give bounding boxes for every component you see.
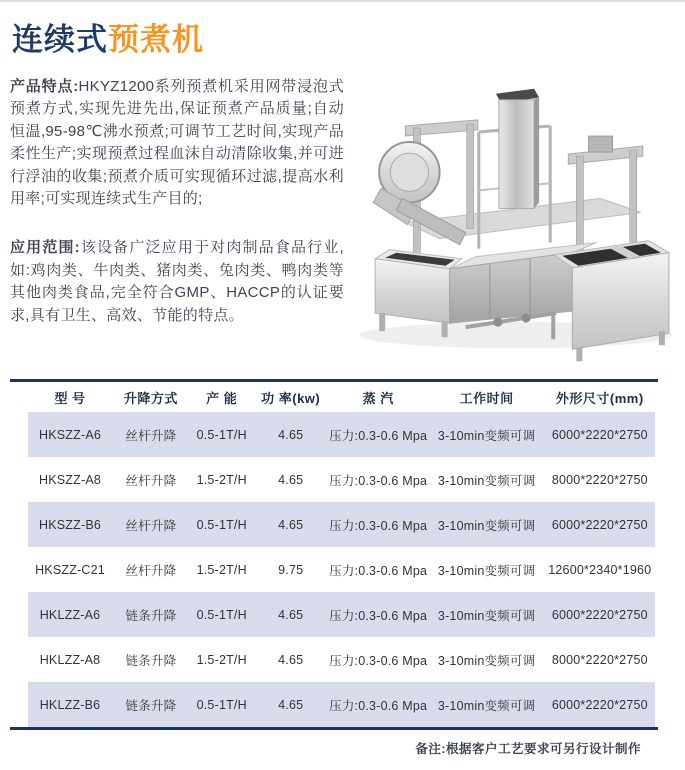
cell-model: HKLZZ-A6 [39,607,101,622]
page-title [12,22,204,58]
cell-steam: 压力:0.3-0.6 Mpa [329,698,428,713]
features-label: 产品特点: [10,78,79,95]
cell-work-time: 3-10min变频可调 [437,473,536,488]
col-header-model: 型 号 [28,382,112,412]
cell-dimensions: 8000*2220*2750 [551,472,648,487]
cell-lift-type: 链条升降 [125,608,177,623]
table-row [28,457,655,502]
cell-work-time: 3-10min变频可调 [437,563,536,578]
machine-image [347,68,679,368]
cell-steam: 压力:0.3-0.6 Mpa [329,473,428,488]
cell-power: 9.75 [278,562,304,577]
cell-dimensions: 6000*2220*2750 [551,607,648,622]
cell-dimensions: 6000*2220*2750 [551,697,648,712]
table-row [28,637,655,682]
cell-dimensions: 6000*2220*2750 [551,427,648,442]
col-header-dimensions: 外形尺寸(mm) [545,382,655,412]
col-header-capacity: 产 能 [190,382,254,412]
cell-lift-type: 丝杆升降 [125,518,177,533]
cell-lift-type: 丝杆升降 [125,473,177,488]
spec-table-section [0,379,685,730]
cell-capacity: 1.5-2T/H [196,472,247,487]
cell-power: 4.65 [278,427,304,442]
cell-capacity: 1.5-2T/H [196,652,247,667]
cell-work-time: 3-10min变频可调 [437,428,536,443]
table-row [28,547,655,592]
application-text: 该设备广泛应用于对肉制品食品行业,如:鸡肉类、牛肉类、猪肉类、兔肉类、鸭肉类等其他肉类食品,完全符合GMP、HACCP的认证要求,具有卫生、高效、节能的特点。 [10,239,344,324]
cell-model: HKSZZ-A8 [38,472,102,487]
application-paragraph [10,237,344,327]
cell-model: HKLZZ-A8 [39,652,101,667]
cell-work-time: 3-10min变频可调 [437,608,536,623]
cell-model: HKLZZ-B6 [39,697,101,712]
cell-power: 4.65 [278,517,304,532]
cell-capacity: 0.5-1T/H [196,517,247,532]
page-title-part-blue: 连续式 [12,22,108,57]
col-header-power: 功 率(kw) [254,382,328,412]
cell-steam: 压力:0.3-0.6 Mpa [329,428,428,443]
table-row [28,682,655,727]
features-paragraph [10,76,344,210]
cell-model: HKSZZ-C21 [35,562,105,577]
cell-work-time: 3-10min变频可调 [437,698,536,713]
table-header-row [28,382,655,412]
cell-steam: 压力:0.3-0.6 Mpa [329,518,428,533]
features-text: HKYZ1200系列预煮机采用网带浸泡式预煮方式,实现先进先出,保证预煮产品质量;自动恒温,95-98℃沸水预煮;可调节工艺时间,实现产品柔性生产;实现预煮过程血沫自动清除收集,并可进行浮油的收集;预煮介质可实现循环过滤,提高水利用率;可实现连续式生产目的; [10,78,344,208]
col-header-lift-type: 升降方式 [112,382,190,412]
cell-lift-type: 丝杆升降 [125,428,177,443]
cell-power: 4.65 [278,472,304,487]
cell-model: HKSZZ-B6 [38,517,102,532]
intro-text [10,76,344,327]
cell-capacity: 0.5-1T/H [196,427,247,442]
cell-lift-type: 链条升降 [125,653,177,668]
cell-steam: 压力:0.3-0.6 Mpa [329,653,428,668]
application-label: 应用范围: [10,239,80,257]
table-row [28,502,655,547]
cell-power: 4.65 [278,607,304,622]
cell-work-time: 3-10min变频可调 [437,653,536,668]
cell-dimensions: 12600*2340*1960 [548,562,652,577]
col-header-work-time: 工作时间 [429,382,545,412]
cell-dimensions: 8000*2220*2750 [551,652,648,667]
cell-work-time: 3-10min变频可调 [437,518,536,533]
cell-model: HKSZZ-A6 [38,427,102,442]
spec-table [28,382,655,727]
table-bottom-rule [10,727,658,730]
footer-note: 备注:根据客户工艺要求可另行设计制作 [415,742,641,756]
table-row [28,412,655,457]
machine-render-svg [347,68,679,368]
cell-steam: 压力:0.3-0.6 Mpa [329,563,428,578]
cell-steam: 压力:0.3-0.6 Mpa [329,608,428,623]
page-title-part-orange: 预煮机 [108,22,204,57]
table-row [28,592,655,637]
col-header-steam: 蒸 汽 [328,382,429,412]
cell-power: 4.65 [278,652,304,667]
cell-lift-type: 链条升降 [125,698,177,713]
cell-dimensions: 6000*2220*2750 [551,517,648,532]
cell-capacity: 0.5-1T/H [196,697,247,712]
cell-capacity: 1.5-2T/H [196,562,247,577]
cell-power: 4.65 [278,697,304,712]
cell-lift-type: 丝杆升降 [125,563,177,578]
cell-capacity: 0.5-1T/H [196,607,247,622]
